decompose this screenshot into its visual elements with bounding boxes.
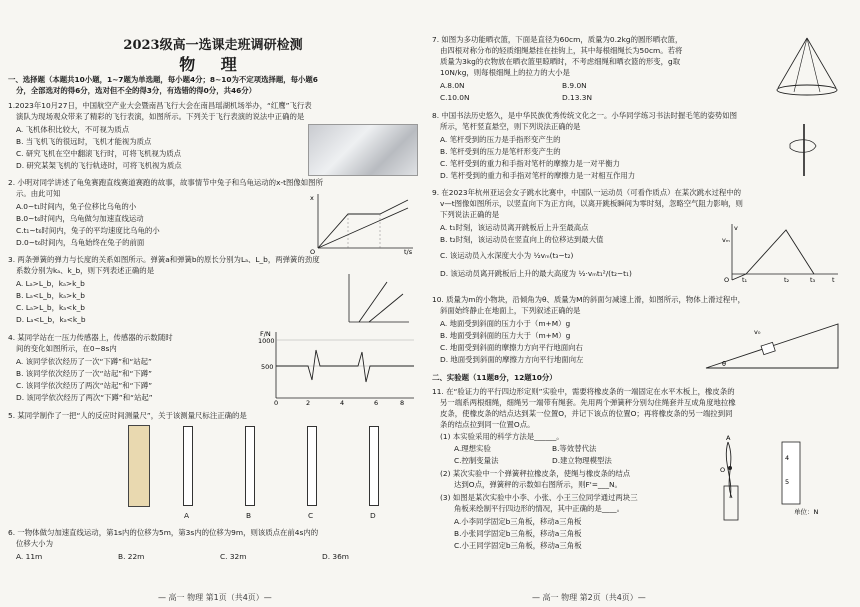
q8-line-1: 8. 中国书法历史悠久，是中华民族优秀传统文化之一。小华同学练习书法时握毛笔的姿势如图 <box>432 111 738 120</box>
q9-option-d: D. 该运动员离开跳板后上升的最大高度为 ½·vₘt₁²/(t₂−t₁) <box>440 269 632 278</box>
q11-3-option-a: A.小李同学固定b三角板，移动a三角板 <box>454 517 582 526</box>
page-footer-1: — 高一 物理 第1页（共4页）— <box>158 593 272 602</box>
q7-option-c: C.10.0N <box>440 93 470 102</box>
q1-line-2: 演队为现场观众带来了精彩的飞行表演，如图所示。下列关于飞行表演的说法中正确的是 <box>16 112 305 121</box>
race-xt-graph <box>308 192 418 254</box>
exam-title: 2023级高一选课走班调研检测 <box>123 38 303 53</box>
q11-scale-4: 4 <box>785 454 790 462</box>
ruler-a <box>183 426 193 506</box>
force-graph-ylabel: F/N <box>260 330 271 338</box>
incline-figure <box>702 318 842 374</box>
q8-option-c: C. 笔杆受到的重力和手指对笔杆的摩擦力是一对平衡力 <box>440 159 620 168</box>
q11-line-2: 另一端系两根细绳，细绳另一端带有绳套。先用两个弹簧秤分别勾住绳套并互成角度地拉橡 <box>440 398 736 407</box>
q4-line-1: 4. 某同学站在一压力传感器上，传感器的示数随时 <box>8 333 173 342</box>
q3-line-2: 系数分别为kₐ、k_b，则下列表述正确的是 <box>16 266 155 275</box>
q2-option-c: C.t₁~t₆时间内，兔子的平均速度比乌龟的小 <box>16 226 160 235</box>
q1-option-d: D. 研究某架飞机的飞行轨迹时，可将飞机视为质点 <box>16 161 182 170</box>
q11-part-2-line-2: 达到O点，弹簧秤的示数如右图所示，则F'=___N。 <box>454 480 622 489</box>
q10-option-c: C. 地面受到斜面的摩擦力方向平行地面向右 <box>440 343 583 352</box>
q11-part-2-line-1: (2) 某次实验中一个弹簧秤拉橡皮条，使绳与橡皮条的结点 <box>440 469 631 478</box>
force-sensor-graph <box>258 328 418 406</box>
vt-graph-origin: O <box>724 276 730 284</box>
ruler-c <box>307 426 317 506</box>
q7-option-a: A.8.0N <box>440 81 465 90</box>
ruler-options <box>183 426 423 506</box>
q7-option-d: D.13.3N <box>562 93 593 102</box>
q2-option-b: B.0~t₆时间内，乌龟做匀加速直线运动 <box>16 214 144 223</box>
ruler-d <box>369 426 379 506</box>
vt-graph-vm-label: vₘ <box>722 236 730 244</box>
q3-option-a: A. Lₐ>L_b，kₐ>k_b <box>16 279 85 288</box>
q11-scale-5: 5 <box>785 478 790 486</box>
q11-fig-o-label: O <box>720 466 726 474</box>
q10-option-d: D. 地面受到斜面的摩擦力方向平行地面向左 <box>440 355 584 364</box>
q7-line-3: 质量为3kg的衣物放在晒衣篮里晾晒时，不考虑细绳和晒衣篮的形变，g取 <box>440 57 681 66</box>
vt-graph-t2: t₂ <box>784 276 790 284</box>
q1-option-a: A. 飞机体积比较大，不可视为质点 <box>16 125 130 134</box>
section2-title: 二、实验题（11题8分，12题10分） <box>432 373 557 382</box>
q11-line-1: 11. 在“验证力的平行四边形定则”实验中，需要将橡皮条的一端固定在水平木板上，橡皮条的 <box>432 387 735 396</box>
force-graph-xtick-4: 4 <box>340 399 345 407</box>
q4-option-a: A. 该同学依次经历了一次“下蹲”和“站起” <box>16 357 152 366</box>
vt-graph-t1: t₁ <box>742 276 748 284</box>
ruler-photo <box>128 425 150 507</box>
section1-title: 一、选择题（本题共10小题，1~7题为单选题，每小题4分；8~10为不定项选择题，每小题6 <box>8 75 318 84</box>
force-graph-xtick-6: 6 <box>374 399 379 407</box>
force-graph-ytick-1000: 1000 <box>258 337 275 345</box>
vt-graph-t-axis: t <box>832 276 835 284</box>
q6-option-b: B. 22m <box>118 552 145 561</box>
q4-option-c: C. 该同学依次经历了两次“站起”和“下蹲” <box>16 381 153 390</box>
ruler-label-d: D <box>370 511 376 520</box>
q1-option-c: C. 研究飞机在空中翻滚飞行时，可将飞机视为质点 <box>16 149 182 158</box>
q11-1-option-c: C.控制变量法 <box>454 456 499 465</box>
q10-option-a: A. 地面受到斜面的压力小于（m+M）g <box>440 319 571 328</box>
race-graph-t-label: t/s <box>404 248 413 256</box>
left-column <box>8 0 428 607</box>
force-graph-ytick-500: 500 <box>261 363 274 371</box>
vt-graph-v-label: v <box>734 224 738 232</box>
q9-option-a: A. t₁时刻，该运动员离开跳板后上升至最高点 <box>440 223 589 232</box>
q9-line-1: 9. 在2023年杭州亚运会女子跳水比赛中，中国队一运动员（可看作质点）在某次跳水过程中的 <box>432 188 742 197</box>
q11-3-option-c: C.小王同学固定b三角板，移动a三角板 <box>454 541 582 550</box>
q7-line-1: 7. 如图为多功能晒衣篮，下面是直径为60cm，质量为0.2kg的圆形晒衣篮， <box>432 35 683 44</box>
q6-option-d: D. 36m <box>322 552 349 561</box>
q6-line-2: 位移大小为 <box>16 539 53 548</box>
air-show-photo <box>308 124 418 176</box>
ruler-b <box>245 426 255 506</box>
q11-unit-label: 单位：N <box>794 508 819 516</box>
q11-line-4: 条的结点拉到同一位置O点。 <box>440 420 535 429</box>
q9-option-b: B. t₂时刻，该运动员在竖直向上的位移达到最大值 <box>440 235 604 244</box>
q8-option-a: A. 笔杆受到的压力是手指形变产生的 <box>440 135 561 144</box>
q10-option-b: B. 地面受到斜面的压力大于（m+M）g <box>440 331 571 340</box>
page-footer-2: — 高一 物理 第2页（共4页）— <box>532 593 646 602</box>
q9-option-c: C. 该运动员入水深度大小为 ½vₘ(t₃−t₂) <box>440 251 574 260</box>
q3-line-1: 3. 两条弹簧的弹力与长度的关系如图所示。弹簧a和弹簧b的原长分别为Lₐ、L_b，两弹簧的劲度 <box>8 255 320 264</box>
incline-theta-label: θ <box>722 360 726 368</box>
q11-1-option-d: D.建立物理模型法 <box>552 456 612 465</box>
q3-option-d: D. Lₐ<L_b，kₐ<k_b <box>16 315 86 324</box>
q11-1-option-a: A.理想实验 <box>454 444 491 453</box>
q8-option-d: D. 笔杆受到的重力和手指对笔杆的摩擦力是一对相互作用力 <box>440 171 636 180</box>
q8-line-2: 所示，笔杆竖直悬空，则下列说法正确的是 <box>440 122 581 131</box>
q9-line-2: v—t图像如图所示，以竖直向下为正方向，以离开跳板瞬间为零时刻，忽略空气阻力影响，则 <box>440 199 743 208</box>
spring-graph <box>343 272 413 328</box>
q2-option-d: D.0~t₆时间内，乌龟始终在兔子的前面 <box>16 238 145 247</box>
q5-line-1: 5. 某同学制作了一把“人的反应时间测量尺”，关于该测量尺标注正确的是 <box>8 411 247 420</box>
vt-graph <box>722 222 842 284</box>
q11-3-option-b: B.小张同学固定b三角板，移动a三角板 <box>454 529 582 538</box>
section1-title-2: 分，全部选对的得6分，选对但不全的得3分，有选错的得0分，共46分） <box>16 86 257 95</box>
race-graph-origin: O <box>310 248 316 256</box>
q11-line-3: 皮条，使橡皮条的结点达到某一位置O，并记下该点的位置O；再将橡皮条的另一端拉到同 <box>440 409 733 418</box>
q8-option-b: B. 笔杆受到的压力是笔杆形变产生的 <box>440 147 561 156</box>
subject-title: 物 理 <box>179 55 247 74</box>
q1-option-b: B. 当飞机飞的很远时，飞机才能视为质点 <box>16 137 152 146</box>
incline-v0-label: v₀ <box>754 328 761 336</box>
ruler-label-a: A <box>184 511 190 520</box>
force-parallelogram-figure <box>682 432 842 522</box>
q4-option-d: D. 该同学依次经历了两次“下蹲”和“站起” <box>16 393 153 402</box>
q11-part-1: (1) 本实验采用的科学方法是______。 <box>440 432 564 441</box>
force-graph-xtick-0: 0 <box>274 399 279 407</box>
race-graph-x-label: x <box>310 194 314 202</box>
ruler-label-c: C <box>308 511 314 520</box>
q2-option-a: A.0~t₁时间内，兔子位移比乌龟的小 <box>16 202 137 211</box>
ruler-label-b: B <box>246 511 252 520</box>
q9-line-3: 下列说法正确的是 <box>440 210 500 219</box>
vt-graph-t3: t₃ <box>810 276 816 284</box>
q3-option-c: C. Lₐ>L_b，kₐ<k_b <box>16 303 85 312</box>
q6-option-a: A. 11m <box>16 552 43 561</box>
q2-line-1: 2. 小明对同学讲述了龟兔赛跑直线赛道赛跑的故事，故事情节中兔子和乌龟运动的x-t图像如图所 <box>8 178 323 187</box>
force-graph-xtick-2: 2 <box>306 399 311 407</box>
q10-line-1: 10. 质量为m的小物块，沿倾角为θ、质量为M的斜面匀减速上滑，如图所示，物体上滑过程中， <box>432 295 746 304</box>
q11-1-option-b: B.等效替代法 <box>552 444 597 453</box>
q4-option-b: B. 该同学依次经历了一次“站起”和“下蹲” <box>16 369 152 378</box>
q11-part-3-line-2: 角板来绘制平行四边形的情况，其中正确的是____。 <box>454 504 624 513</box>
brush-figure <box>782 120 822 182</box>
q10-line-2: 斜面始终静止在地面上，下列叙述正确的是 <box>440 306 581 315</box>
q7-line-2: 由四根对称分布的轻质细绳悬挂在挂钩上，其中每根细绳长为50cm。若将 <box>440 46 683 55</box>
q11-fig-a-label: A <box>726 434 731 442</box>
q7-line-4: 10N/kg，则每根细绳上的拉力的大小是 <box>440 68 570 77</box>
q1-line-1: 1.2023年10月27日，中国航空产业大会暨南昌飞行大会在南昌瑶湖机场举办，“红鹰”飞行表 <box>8 101 312 110</box>
q6-option-c: C. 32m <box>220 552 247 561</box>
force-graph-xtick-8: 8 <box>400 399 405 407</box>
q3-option-b: B. Lₐ<L_b，kₐ>k_b <box>16 291 85 300</box>
q2-line-2: 示。由此可知 <box>16 189 61 198</box>
q6-line-1: 6. 一物体做匀加速直线运动，第1s内的位移为5m，第3s内的位移为9m，则该质点在前4s内的 <box>8 528 319 537</box>
q4-line-2: 间的变化如图所示，在0~8s内 <box>16 344 117 353</box>
q7-option-b: B.9.0N <box>562 81 587 90</box>
drying-basket-figure <box>772 34 842 102</box>
right-column <box>432 0 852 607</box>
q11-part-3-line-1: (3) 如图是某次实验中小李、小张、小王三位同学通过两块三 <box>440 493 638 502</box>
